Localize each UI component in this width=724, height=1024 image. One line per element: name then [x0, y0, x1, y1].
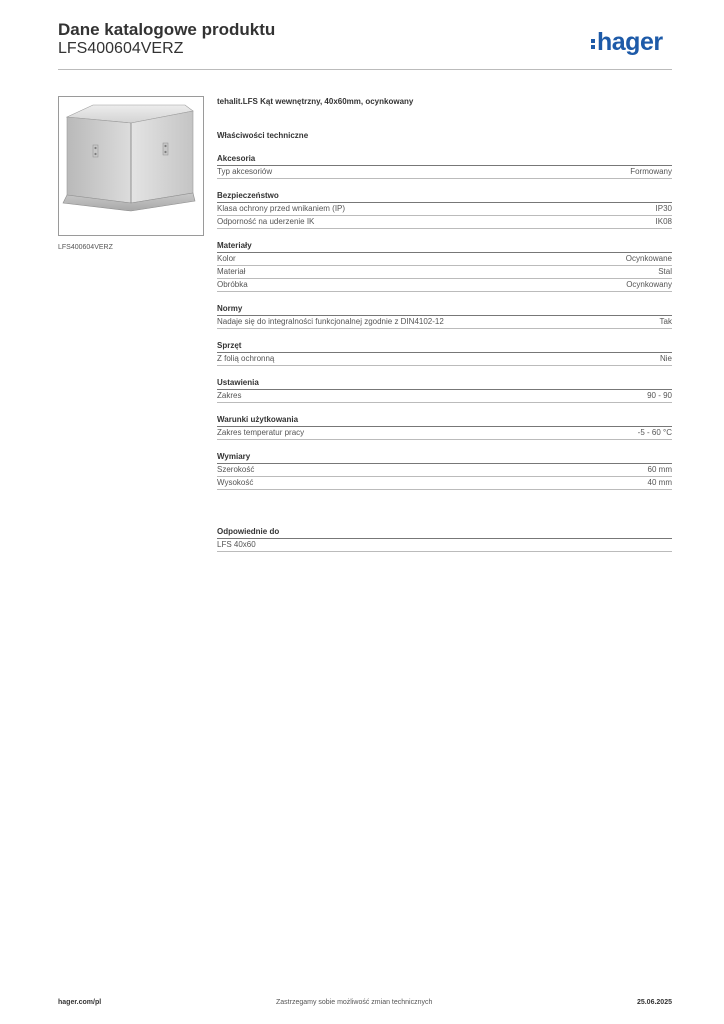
spec-section: [217, 240, 672, 292]
section-title: Normy: [217, 303, 672, 316]
section-title: Warunki użytkowania: [217, 414, 672, 427]
spec-label: Nadaje się do integralności funkcjonalnej zgodnie z DIN4102-12: [217, 317, 444, 326]
spec-section: [217, 414, 672, 440]
hager-logo: [591, 26, 675, 58]
spec-value: 90 - 90: [647, 391, 672, 400]
spec-value: 60 mm: [647, 465, 672, 474]
footer-date: 25.06.2025: [636, 999, 672, 1006]
photo-caption: LFS400604VERZ: [58, 244, 113, 251]
page-title: Dane katalogowe produktu: [58, 20, 276, 39]
spec-section: [217, 340, 672, 366]
spec-row: [217, 216, 672, 229]
spec-section: [217, 377, 672, 403]
spec-section: [217, 303, 672, 329]
spec-content: [217, 95, 672, 552]
product-photo: [58, 96, 204, 236]
product-title: tehalit.LFS Kąt wewnętrzny, 40x60mm, ocynkowany: [217, 97, 414, 106]
spec-value: Ocynkowany: [626, 280, 672, 289]
spec-row: [217, 253, 672, 266]
spec-label: Obróbka: [217, 280, 248, 289]
spec-label: Zakres temperatur pracy: [217, 428, 305, 437]
spec-row: [217, 316, 672, 329]
section-title: Sprzęt: [217, 340, 672, 353]
spec-label: Typ akcesoriów: [217, 167, 273, 176]
spec-value: IP30: [655, 204, 672, 213]
section-title: Ustawienia: [217, 377, 672, 390]
spec-value: Ocynkowane: [625, 254, 672, 263]
spec-value: 40 mm: [647, 478, 672, 487]
spec-row: [217, 266, 672, 279]
spec-value: Stal: [658, 267, 672, 276]
spec-sections: [217, 153, 672, 490]
spec-label: Zakres: [217, 391, 242, 400]
spec-section: [217, 190, 672, 229]
spec-value: Tak: [659, 317, 672, 326]
spec-row: [217, 477, 672, 490]
spec-label: Szerokość: [217, 465, 255, 474]
spec-row: [217, 203, 672, 216]
suitable-item: [217, 539, 672, 552]
tech-properties-heading: Właściwości techniczne: [217, 131, 309, 140]
spec-label: Kolor: [217, 254, 236, 263]
footer-website[interactable]: hager.com/pl: [58, 999, 102, 1006]
spec-row: [217, 166, 672, 179]
section-title: Wymiary: [217, 451, 672, 464]
suitable-title: Odpowiednie do: [217, 526, 672, 539]
suitable-section: [217, 526, 672, 552]
spec-label: Wysokość: [217, 478, 254, 487]
spec-row: [217, 279, 672, 292]
section-title: Bezpieczeństwo: [217, 190, 672, 203]
logo-colon-icon: [591, 38, 595, 50]
suitable-list: [217, 539, 672, 552]
spec-row: [217, 390, 672, 403]
suitable-item-label: LFS 40x60: [217, 540, 256, 549]
spec-section: [217, 153, 672, 179]
spec-section: [217, 451, 672, 490]
spec-label: Z folią ochronną: [217, 354, 275, 363]
angle-fitting-photo-icon: [59, 97, 203, 235]
spec-value: Formowany: [630, 167, 672, 176]
spec-value: IK08: [655, 217, 672, 226]
logo-text: hager: [597, 27, 663, 56]
spec-label: Odporność na uderzenie IK: [217, 217, 315, 226]
header-divider: [58, 69, 672, 70]
footer-disclaimer: Zastrzegamy sobie możliwość zmian technicznych: [276, 999, 433, 1006]
spec-row: [217, 464, 672, 477]
spec-label: Materiał: [217, 267, 246, 276]
spec-value: -5 - 60 °C: [637, 428, 672, 437]
spec-label: Klasa ochrony przed wnikaniem (IP): [217, 204, 346, 213]
product-code: LFS400604VERZ: [58, 40, 184, 57]
section-title: Materiały: [217, 240, 672, 253]
spec-row: [217, 353, 672, 366]
spec-value: Nie: [659, 354, 672, 363]
section-title: Akcesoria: [217, 153, 672, 166]
spec-row: [217, 427, 672, 440]
